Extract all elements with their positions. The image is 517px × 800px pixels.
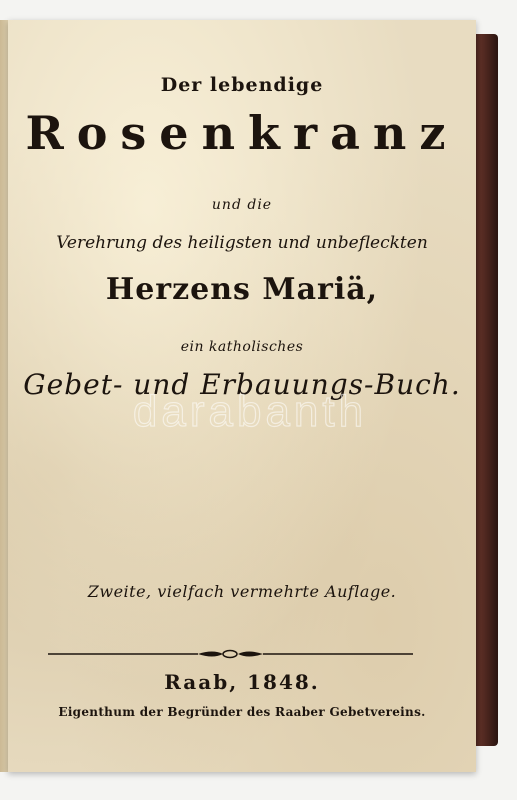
title-line-1: Der lebendige bbox=[160, 74, 324, 96]
watermark-text: darabanth bbox=[132, 388, 368, 436]
place-year: Raab, 1848. bbox=[164, 670, 320, 694]
title-line-4: Verehrung des heiligsten und unbefleckten bbox=[56, 233, 428, 253]
title-line-6: ein katholisches bbox=[180, 339, 304, 355]
title-line-5: Herzens Mariä, bbox=[105, 272, 379, 307]
ornamental-divider bbox=[48, 648, 413, 660]
subtitle: Gebet- und Erbauungs-Buch. bbox=[23, 368, 461, 401]
publisher-line: Eigenthum der Begründer des Raaber Gebetvereins. bbox=[58, 705, 426, 719]
main-title: Rosenkranz bbox=[25, 106, 459, 160]
edition-line: Zweite, vielfach vermehrte Auflage. bbox=[87, 582, 397, 601]
watermark bbox=[60, 388, 440, 438]
title-line-3: und die bbox=[211, 197, 273, 213]
